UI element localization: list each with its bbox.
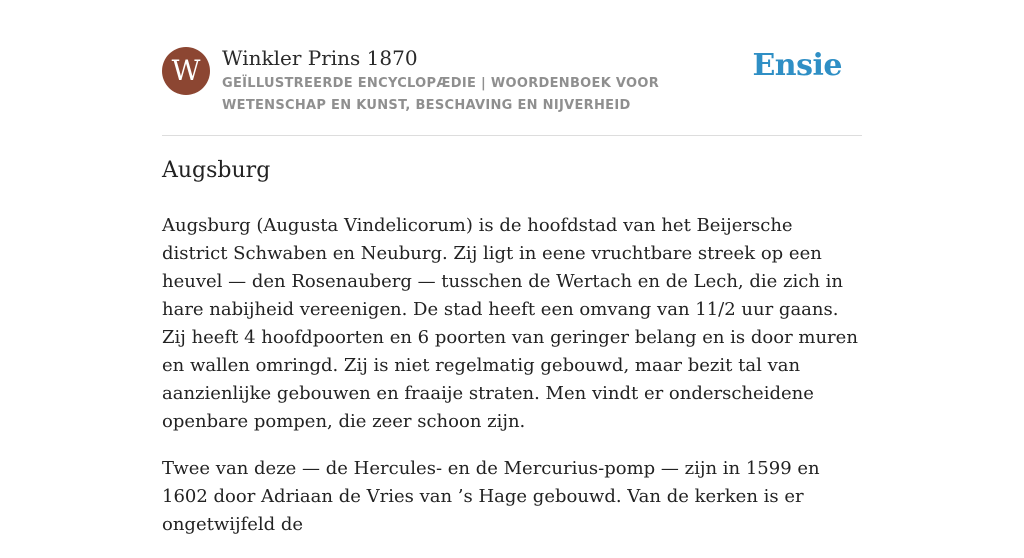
source-subtitle: GEÏLLUSTREERDE ENCYCLOPÆDIE | WOORDENBOEK VOOR WETENSCHAP EN KUNST, BESCHAVING EN NIJVERHEID: [222, 76, 660, 113]
ensie-logo-link[interactable]: Ensie: [752, 48, 842, 83]
source-avatar[interactable]: [162, 47, 210, 95]
article-body: [162, 212, 862, 558]
avatar-letter: W: [171, 54, 201, 87]
article-title: Augsburg: [162, 158, 271, 183]
source-header: [162, 0, 862, 136]
page-container: [162, 0, 862, 535]
article-paragraph-2: Twee van deze — de Hercules- en de Mercurius-pomp — zijn in 1599 en 1602 door Adriaan de Vries van ’s Hage gebouwd. Van de kerken is er ongetwijfeld de: [162, 458, 820, 535]
article-paragraph-1: Augsburg (Augusta Vindelicorum) is de hoofdstad van het Beijersche district Schwaben en Neuburg. Zij ligt in eene vruchtbare streek op een heuvel — den Rosenauberg — tusschen de Wertach en de Lech, die zich in hare nabijheid vereenigen. De stad heeft een omvang van 11/2 uur gaans. Zij heeft 4 hoofdpoorten en 6 poorten van geringer belang en is door muren en wallen omringd. Zij is niet regelmatig gebouwd, maar bezit tal van aanzienlijke gebouwen en fraaije straten. Men vindt er onderscheidene openbare pompen, die zeer schoon zijn.: [162, 215, 858, 432]
source-title[interactable]: Winkler Prins 1870: [222, 46, 418, 70]
